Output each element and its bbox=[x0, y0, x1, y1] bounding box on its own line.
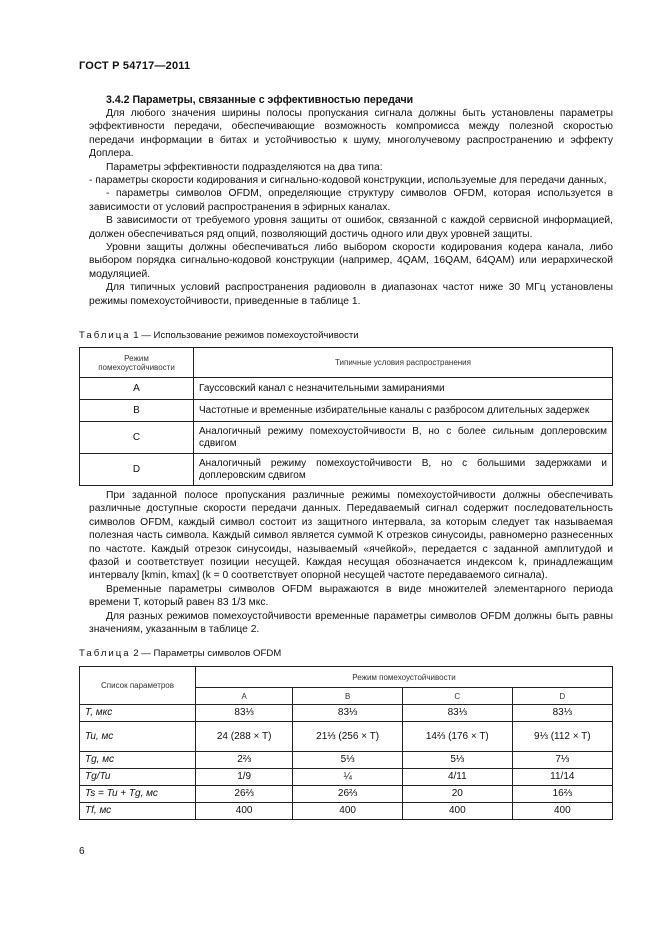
paragraph: Временные параметры символов OFDM выражаются в виде множителей элементарного периода времени T, который равен 83 1/3 мкс. bbox=[89, 583, 613, 609]
header-mode-a: A bbox=[196, 688, 293, 705]
value-cell: 26⅔ bbox=[293, 786, 403, 803]
value-cell: 83⅓ bbox=[512, 705, 612, 722]
header-mode-d: D bbox=[512, 688, 612, 705]
value-cell: 83⅓ bbox=[402, 705, 512, 722]
caption-text: 1 — Использование режимов помехоустойчивости bbox=[130, 330, 359, 341]
table-ofdm-params bbox=[79, 666, 613, 820]
value-cell: ¼ bbox=[293, 769, 403, 786]
value-cell: 1/9 bbox=[196, 769, 293, 786]
table-row bbox=[80, 400, 613, 422]
value-cell: 16⅔ bbox=[512, 786, 612, 803]
value-cell: 9⅓ (112 × T) bbox=[512, 722, 612, 752]
header-mode: Режим помехоустойчивости bbox=[80, 348, 194, 378]
mode-cell: B bbox=[80, 400, 194, 422]
table-row bbox=[80, 705, 613, 722]
paragraph: Для типичных условий распространения радиоволн в диапазонах частот ниже 30 МГц установлены режимы помехоустойчивости, приведенные в таблице 1. bbox=[89, 282, 613, 307]
document-header: ГОСТ Р 54717—2011 bbox=[79, 60, 191, 72]
value-cell: 5⅓ bbox=[293, 752, 403, 769]
value-cell: 14⅔ (176 × T) bbox=[402, 722, 512, 752]
table-row bbox=[80, 786, 613, 803]
mode-cell: D bbox=[80, 454, 194, 486]
value-cell: 83⅓ bbox=[196, 705, 293, 722]
param-cell: Tf, мс bbox=[80, 803, 196, 820]
paragraph: Параметры эффективности подразделяются на два типа: bbox=[106, 161, 383, 173]
condition-cell: Частотные и временные избирательные каналы с разбросом длительных задержек bbox=[194, 400, 613, 422]
table-row bbox=[80, 722, 613, 752]
text-block-1 bbox=[89, 107, 613, 308]
section-title: 3.4.2 Параметры, связанные с эффективностью передачи bbox=[106, 94, 414, 106]
table-row bbox=[80, 422, 613, 454]
caption-prefix: Таблица bbox=[79, 330, 131, 341]
table-row bbox=[80, 769, 613, 786]
value-cell: 26⅔ bbox=[196, 786, 293, 803]
value-cell: 4/11 bbox=[402, 769, 512, 786]
header-conditions: Типичные условия распространения bbox=[194, 348, 613, 378]
paragraph: В зависимости от требуемого уровня защиты от ошибок, связанной с каждой сервисной информацией, должен обеспечиваться ряд опций, позволяющий достичь одного или двух уровней защиты. bbox=[89, 215, 613, 240]
header-param-list: Список параметров bbox=[80, 667, 196, 705]
value-cell: 83⅓ bbox=[293, 705, 403, 722]
paragraph: При заданной полосе пропускания различные режимы помехоустойчивости должны обеспечивать различные доступные скорости передачи данных. Передаваемый сигнал содержит последовательность символов OFDM, каждый символ состоит из защитного интервала, за которым следует так называемая полезная часть символа. Каждый символ является суммой K отрезков синусоиды, равномерно разнесенных по частоте. Каждый отрезок синусоиды, называемый «ячейкой», передается с заданной амплитудой и фазой и соответствует позиции несущей. Каждая несущая обозначается индексом k, принадлежащим интервалу [kmin, kmax] (k = 0 соответствует опорной несущей частоте передаваемого сигнала). bbox=[89, 490, 613, 582]
condition-cell: Гауссовский канал с незначительными замираниями bbox=[194, 378, 613, 400]
table-modes bbox=[79, 347, 613, 486]
param-cell: Ts = Tu + Tg, мс bbox=[80, 786, 196, 803]
value-cell: 400 bbox=[402, 803, 512, 820]
header-mode-b: B bbox=[293, 688, 403, 705]
condition-cell: Аналогичный режиму помехоустойчивости B, но с большими задержками и доплеровским сдвигом bbox=[194, 454, 613, 486]
header-mode-c: C bbox=[402, 688, 512, 705]
param-cell: Tu, мс bbox=[80, 722, 196, 752]
condition-cell: Аналогичный режиму помехоустойчивости B, но с более сильным доплеровским сдвигом bbox=[194, 422, 613, 454]
paragraph: - параметры символов OFDM, определяющие структуру символов OFDM, которая используется в зависимости от условий распространения в эфирных каналах. bbox=[89, 188, 613, 213]
param-cell: Tg/Tu bbox=[80, 769, 196, 786]
caption-prefix: Таблица bbox=[79, 648, 131, 659]
text-block-2 bbox=[89, 489, 613, 636]
value-cell: 5⅓ bbox=[402, 752, 512, 769]
value-cell: 21⅓ (256 × T) bbox=[293, 722, 403, 752]
value-cell: 20 bbox=[402, 786, 512, 803]
table2-body bbox=[80, 705, 613, 820]
mode-cell: C bbox=[80, 422, 194, 454]
table-row bbox=[80, 803, 613, 820]
table2-caption bbox=[79, 648, 281, 659]
paragraph: Для любого значения ширины полосы пропускания сигнала должны быть установлены параметры эффективности передачи, обеспечивающие возможность компромисса между полезной скоростью передачи информации в битах и устойчивостью к шуму, многолучевому распространению и эффекту Доплера. bbox=[89, 108, 613, 160]
value-cell: 400 bbox=[512, 803, 612, 820]
paragraph: - параметры скорости кодирования и сигнально-кодовой конструкции, используемые для передачи данных, bbox=[89, 175, 607, 187]
param-cell: Tg, мс bbox=[80, 752, 196, 769]
value-cell: 400 bbox=[196, 803, 293, 820]
paragraph: Для разных режимов помехоустойчивости временные параметры символов OFDM должны быть равны значениям, указанным в таблице 2. bbox=[89, 610, 613, 636]
value-cell: 11/14 bbox=[512, 769, 612, 786]
value-cell: 24 (288 × T) bbox=[196, 722, 293, 752]
header-mode-group: Режим помехоустойчивости bbox=[196, 667, 613, 688]
table1-caption bbox=[79, 330, 359, 341]
param-cell: T, мкс bbox=[80, 705, 196, 722]
table-row bbox=[80, 378, 613, 400]
value-cell: 7⅓ bbox=[512, 752, 612, 769]
caption-text: 2 — Параметры символов OFDM bbox=[130, 648, 282, 659]
mode-cell: A bbox=[80, 378, 194, 400]
value-cell: 2⅔ bbox=[196, 752, 293, 769]
paragraph: Уровни защиты должны обеспечиваться либо выбором скорости кодирования кодера канала, либо выбором порядка сигнально-кодовой конструкции (например, 4QAM, 16QAM, 64QAM) или иерархической модуляцией. bbox=[89, 242, 613, 280]
page-number: 6 bbox=[79, 846, 85, 857]
table-row bbox=[80, 454, 613, 486]
table-row bbox=[80, 752, 613, 769]
value-cell: 400 bbox=[293, 803, 403, 820]
